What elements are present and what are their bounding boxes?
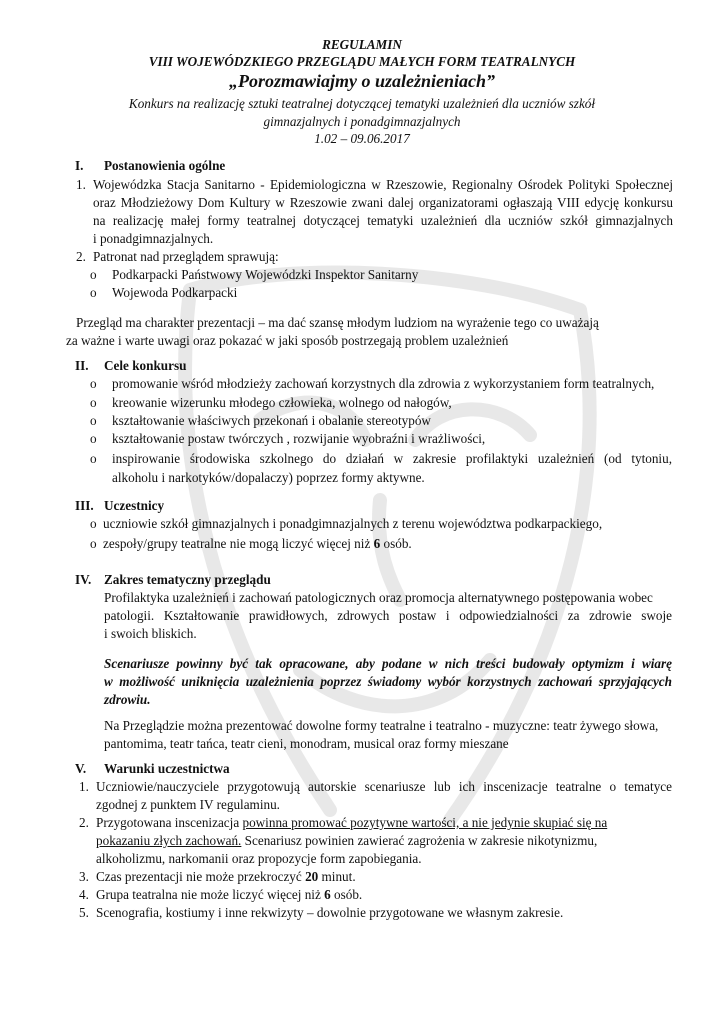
list-item: Podkarpacki Państwowy Wojewódzki Inspektor Sanitarny (112, 267, 419, 282)
list-item-text: osób. (380, 536, 412, 551)
doc-heading: REGULAMIN (322, 37, 402, 52)
list-number: 4. (79, 887, 89, 902)
bullet-icon: o (90, 285, 97, 300)
paragraph-line: i ponadgimnazjalnych. (93, 231, 214, 246)
paragraph-line: Wojewódzka Stacja Sanitarno - Epidemiologiczna w Rzeszowie, Regionalny Ośrodek Polityki Społecznej (93, 177, 673, 192)
bullet-icon: o (90, 376, 97, 391)
list-item (96, 886, 362, 903)
paragraph-line: i swoich bliskich. (104, 626, 197, 641)
paragraph-line: Na Przeglądzie można prezentować dowolne formy teatralne i teatralno - muzyczne: teatr żywego słowa, (104, 718, 659, 733)
list-item: Scenografia, kostiumy i inne rekwizyty – dowolnie przygotowane we własnym zakresie. (96, 905, 564, 920)
section-number: II. (75, 358, 89, 373)
list-item-text: Grupa teatralna nie może liczyć więcej niż (96, 887, 325, 902)
paragraph-line: Profilaktyka uzależnień i zachowań patologicznych oraz promocja alternatywnego postępowania wobec (104, 590, 653, 605)
list-number: 3. (79, 869, 89, 884)
section-title: Uczestnicy (104, 498, 165, 513)
list-item: kreowanie wizerunku młodego człowieka, wolnego od nałogów, (112, 395, 452, 410)
list-item-cont: alkoholizmu, narkomanii oraz propozycje form zapobiegania. (96, 851, 422, 866)
list-item-text: Scenariusz powinien zawierać zagrożenia w zakresie nikotynizmu, (241, 833, 598, 848)
list-item: kształtowanie postaw twórczych , rozwijanie wyobraźni i wrażliwości, (112, 431, 486, 446)
list-number: 1. (76, 177, 86, 192)
doc-heading-sub: VIII WOJEWÓDZKIEGO PRZEGLĄDU MAŁYCH FORM TEATRALNYCH (148, 54, 576, 69)
list-item: uczniowie szkół gimnazjalnych i ponadgimnazjalnych z terenu województwa podkarpackiego, (103, 516, 603, 531)
list-item-cont: alkoholu i narkotyków/dopalaczy) poprzez formy aktywne. (112, 470, 425, 485)
bullet-icon: o (90, 451, 97, 466)
emphasis-line: w możliwość uniknięcia uzależnienia poprzez świadomy wybór korzystnych zachowań sprzyjających (104, 674, 672, 689)
list-item-text: minut. (318, 869, 356, 884)
underlined-text: powinna promować pozytywne wartości, a nie jedynie skupiać się na (242, 815, 608, 830)
bullet-icon: o (90, 395, 97, 410)
paragraph-line: na realizację małej formy teatralnej dotyczącej tematyki uzależnień dla uczniów szkół gimnazjalnych (93, 213, 673, 228)
time-limit-value: 20 (305, 869, 319, 884)
bullet-icon: o (90, 413, 97, 428)
section-title: Warunki uczestnictwa (104, 761, 230, 776)
paragraph-line: Przegląd ma charakter prezentacji – ma dać szansę młodym ludziom na wyrażenie tego co uważają (76, 315, 599, 330)
paragraph-line: patologii. Kształtowanie prawidłowych, zdrowych postaw i odpowiedzialności za zdrowie swoje (104, 608, 672, 623)
list-item: promowanie wśród młodzieży zachowań korzystnych dla zdrowia z wykorzystaniem form teatralnych, (112, 376, 655, 391)
list-number: 2. (79, 815, 89, 830)
list-item: kształtowanie właściwych przekonań i obalanie stereotypów (112, 413, 431, 428)
max-members-value: 6 (373, 536, 381, 551)
section-number: I. (75, 158, 84, 173)
bullet-icon: o (90, 267, 97, 282)
section-title: Zakres tematyczny przeglądu (104, 572, 271, 587)
list-item: Uczniowie/nauczyciele przygotowują autorskie scenariusze lub ich inscenizacje teatralne o tematyce (96, 779, 672, 794)
list-item (103, 535, 412, 552)
group-size-value: 6 (324, 887, 331, 902)
doc-subtitle-cont: gimnazjalnych i ponadgimnazjalnych (263, 114, 461, 129)
doc-title: „Porozmawiajmy o uzależnieniach” (228, 71, 496, 91)
list-item-text: Czas prezentacji nie może przekroczyć (96, 869, 306, 884)
bullet-icon: o (90, 536, 97, 551)
doc-dates: 1.02 – 09.06.2017 (314, 131, 410, 146)
section-number: V. (75, 761, 87, 776)
list-item-cont: zgodnej z punktem IV regulaminu. (96, 797, 280, 812)
paragraph-line: pantomima, teatr tańca, teatr cieni, monodram, musical oraz formy mieszane (104, 736, 509, 751)
section-number: IV. (75, 572, 92, 587)
list-item-text: zespoły/grupy teatralne nie mogą liczyć więcej niż (103, 536, 374, 551)
paragraph-line: oraz Młodzieżowy Dom Kultury w Rzeszowie zwani dalej organizatorami ogłaszają VIII edycję konkursu (93, 195, 673, 210)
section-number: III. (75, 498, 94, 513)
list-number: 2. (76, 249, 86, 264)
underlined-text: pokazaniu złych zachowań. (96, 833, 242, 848)
paragraph-line: Patronat nad przeglądem sprawują: (93, 249, 279, 264)
list-number: 5. (79, 905, 89, 920)
paragraph-line: za ważne i warte uwagi oraz pokazać w jaki sposób postrzegają problem uzależnień (66, 333, 509, 348)
section-title: Postanowienia ogólne (104, 158, 226, 173)
list-number: 1. (79, 779, 89, 794)
doc-subtitle: Konkurs na realizację sztuki teatralnej dotyczącej tematyki uzależnień dla uczniów szkół (128, 96, 596, 111)
section-title: Cele konkursu (104, 358, 187, 373)
list-item-cont (96, 832, 597, 849)
list-item: inspirowanie środowiska szkolnego do działań w zakresie profilaktyki uzależnień (od tytoniu, (112, 451, 672, 466)
bullet-icon: o (90, 516, 97, 531)
list-item-text: osób. (330, 887, 363, 902)
list-item-text: Przygotowana inscenizacja (96, 815, 243, 830)
list-item (96, 814, 607, 831)
emphasis-line: zdrowiu. (104, 692, 151, 707)
emphasis-line: Scenariusze powinny być tak opracowane, aby podane w nich treści budowały optymizm i wiarę (104, 656, 672, 671)
bullet-icon: o (90, 431, 97, 446)
list-item (96, 868, 356, 885)
list-item: Wojewoda Podkarpacki (112, 285, 238, 300)
